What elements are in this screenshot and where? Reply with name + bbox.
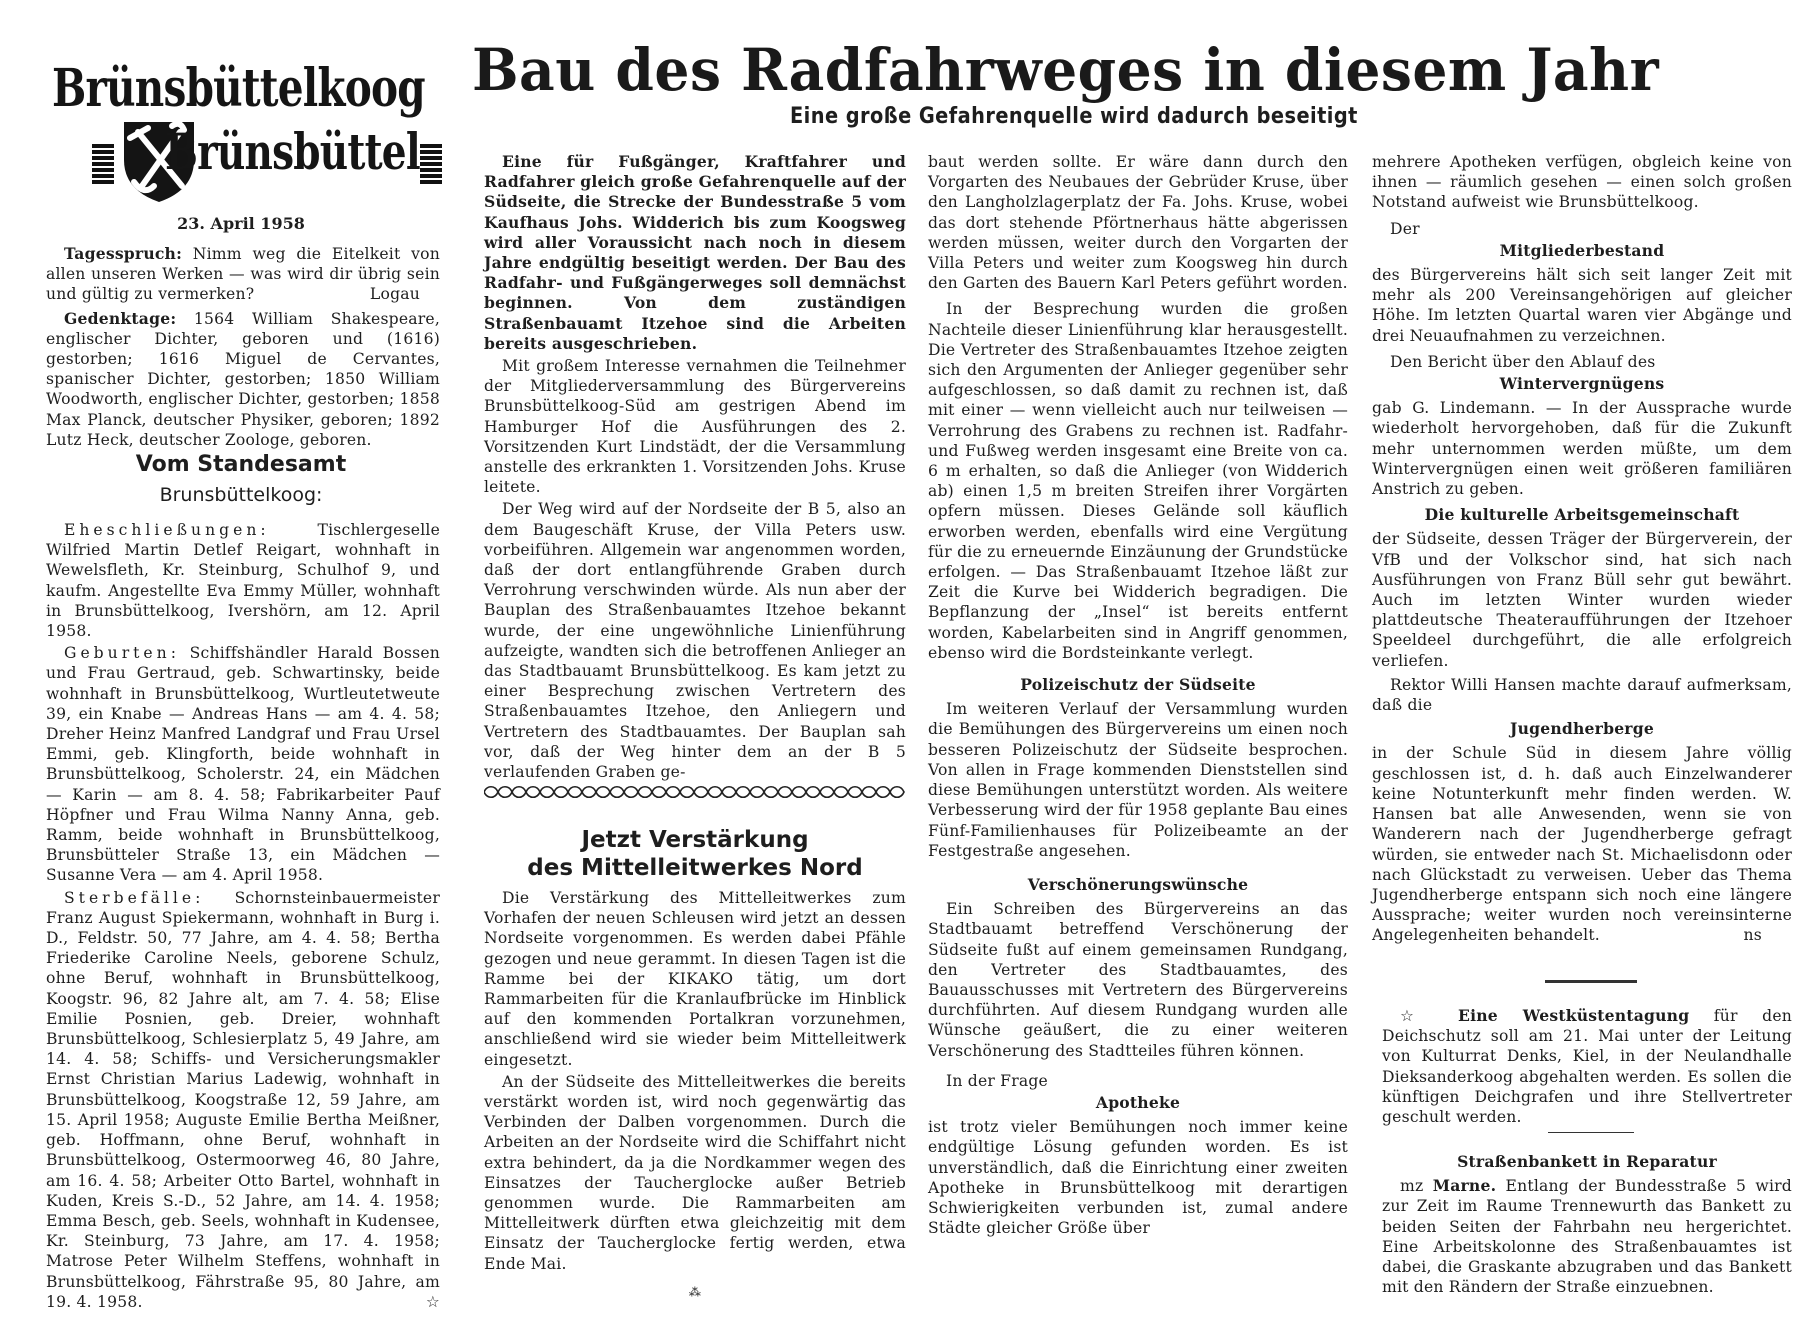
jugend-intro: Rektor Willi Hansen machte darauf aufmerksam, daß die — [1372, 675, 1792, 715]
article-paragraph-3: In der Besprechung wurden die großen Nachteile dieser Linienführung klar herausgestellt. Die Vertreter des Straßenbauamtes Itzehoe zeigten sich den Argumenten der Anlieger gegenüber sehr aufgeschlossen, so daß damit zu rechnen ist, daß mit einer — wenn vielleicht auch nur teilweisen — Verrohrung des Grabens zu rechnen ist. Radfahr- und Fußweg werden insgesamt eine Breite von ca. 6 m erhalten, so daß die Anlieger (von Widderich ab) einen 1,5 m breiten Streifen ihrer Vorgärten opfern müssen. Dieses Gelände soll käuflich erworben werden, ebenfalls wird eine Vergütung für die zu erneuernde Einzäunung der Grundstücke erfolgen. — Das Straßenbauamt Itzehoe läßt zur Zeit die Kurve bei Widderich begradigen. Die Bepflanzung der „Insel“ ist bereits entfernt worden, Kabelarbeiten sind in Angriff genommen, ebenso wird die Bordsteinkante verlegt. — [928, 300, 1348, 662]
tagesspruch-label: Tagesspruch: — [64, 244, 183, 263]
column-3-article — [928, 152, 1348, 1238]
ribbon-right-icon — [420, 144, 442, 184]
westkueste-title: Eine Westküstentagung — [1457, 1006, 1690, 1025]
bankett-heading: Straßenbankett in Reparatur — [1457, 1152, 1717, 1171]
westkueste-text — [1382, 1006, 1792, 1127]
winter-intro: Den Bericht über den Ablauf des — [1390, 352, 1656, 371]
bankett-body: Entlang der Bundesstraße 5 wird zur Zeit im Raume Trennewurth das Bankett zu beiden Seiten der Fahrbahn neu hergerichtet. Eine Arbeitskolonne des Straßenbauamtes ist dabei, die Graskante abzugraben und das Bankett mit den Rändern der Straße einzuebnen. — [1382, 1177, 1792, 1297]
apotheke-heading: Apotheke — [1095, 1092, 1181, 1112]
tagesspruch — [46, 244, 440, 305]
standesamt-heading: Vom Standesamt — [135, 452, 347, 477]
polizeischutz-text: Im weiteren Verlauf der Versammlung wurden die Bemühungen des Bürgervereins um einen noch besseren Polizeischutz der Südseite besprochen. Von allen in Frage kommenden Dienststellen sind diese Bemühungen unterstützt worden. Als weitere Verbesserung wird der für 1958 geplante Bau eines Fünf-Familienhauses für Polizeibeamte an der Festgestraße angesehen. — [928, 700, 1348, 860]
verschoenerung-text: Ein Schreiben des Bürgervereins an das Stadtbauamt betreffend Verschönerung der Südseite fußt auf einem gemeinsamen Rundgang, den Vertreter des Stadtbauamtes, des Bauausschusses mit Vertretern des Bürgervereins durchführten. Auf diesem Rundgang wurden alle Wünsche geäußert, die zu einer weiteren Verschönerung des Stadtteiles führen können. — [928, 900, 1348, 1060]
masthead-title-brunsbuettel: Brünsbüttel — [165, 122, 420, 181]
polizeischutz-heading: Polizeischutz der Südseite — [1020, 675, 1256, 695]
ribbon-left-icon — [92, 144, 114, 184]
sterbefaelle — [46, 888, 440, 1312]
eheschliessungen-text: Tischlergeselle Wilfried Martin Detlef Reigart, wohnhaft in Wewelsfleth, Kr. Steinburg, Schulhof 9, und kaufm. Angestellte Eva Emmy Müller, wohnhaft in Brunsbüttelkoog, Ivershörn, am 12. April 1958. — [46, 521, 440, 641]
main-headline: Bau des Radfahrweges in diesem Jahr — [472, 36, 1660, 104]
mitglieder-intro: Der — [1390, 219, 1420, 238]
westkueste-notice — [1382, 1006, 1792, 1127]
sterbefaelle-text: Schornsteinbauermeister Franz August Spiekermann, wohnhaft in Burg i. D., Feldstr. 50, 77 Jahre, am 4. 4. 58; Bertha Friederike Caroline Neels, geborene Schulz, ohne Beruf, wohnhaft in Brunsbüttelkoog, Koogstr. 96, 82 Jahre alt, am 7. 4. 58; Elise Emilie Posnien, geb. Dreier, wohnhaft Brunsbüttelkoog, Schlesierplatz 5, 49 Jahre, am 14. 4. 58; Schiffs- und Versicherungsmakler Ernst Christian Marius Ladewig, wohnhaft in Brunsbüttelkoog, Koogstraße 12, 59 Jahre, am 15. April 1958; Auguste Emilie Bertha Meißner, geb. Hoffmann, ohne Beruf, wohnhaft in Brunsbüttelkoog, Ostermoorweg 46, 80 Jahre, am 16. 4. 58; Arbeiter Otto Bartel, wohnhaft in Kuden, Kreis S.-D., 52 Jahre, am 14. 4. 1958; Emma Besch, geb. Seels, wohnhaft in Kudensee, Kr. Steinburg, 73 Jahre, am 17. 4. 1958; Matrose Peter Wilhelm Steffens, wohnhaft in Brunsbüttelkoog, Fährstraße 95, 80 Jahre, am 19. 4. 1958. — [46, 888, 440, 1311]
mitgliederbestand-text: des Bürgervereins hält sich seit langer Zeit mit mehr als 200 Vereinsangehörigen auf gleicher Höhe. Im letzten Quartal waren vier Abgänge und drei Neuaufnahmen zu verzeichnen. — [1372, 266, 1792, 345]
bankett-text — [1382, 1176, 1792, 1297]
main-subheadline: Eine große Gefahrenquelle wird dadurch beseitigt — [790, 104, 1358, 129]
gedenktage-text: 1564 William Shakespeare, englischer Dichter, geboren und (1616) gestorben; 1616 Miguel de Cervantes, spanischer Dichter, gestorben; 1850 William Woodworth, englischer Dichter, gestorben; 1858 Max Planck, deutscher Physiker, geboren; 1892 Lutz Heck, deutscher Zoologe, geboren. — [46, 309, 440, 449]
verschoenerung-heading: Verschönerungswünsche — [1027, 874, 1249, 894]
wintervergnuegen-text: gab G. Lindemann. — In der Aussprache wurde wiederholt hervorgehoben, daß für die Zukunft mehr unternommen werden müßte, um dem Wintervergnügen einen weit größeren familiären Anstrich zu geben. — [1372, 399, 1792, 499]
bankett-place: Marne. — [1432, 1176, 1497, 1196]
issue-date: 23. April 1958 — [177, 214, 305, 233]
byline: ns — [1743, 926, 1762, 945]
mittelleitwerk-paragraph-1: Die Verstärkung des Mittelleitwerkes zum Vorhafen der neuen Schleusen wird jetzt an dessen Nordseite vorgenommen. Es werden dabei Pfähle gezogen und neue gerammt. In diesen Tagen ist die Ramme bei der KIKAKO tätig, um dort Rammarbeiten für die Kranlaufbrücke im Hinblick auf den kommenden Portalkran vorzunehmen, anschließend wird sie wieder beim Mittelleitwerk eingesetzt. — [484, 889, 906, 1069]
column-2-article — [484, 152, 906, 782]
geburten — [46, 643, 440, 885]
apotheke-intro: In der Frage — [946, 1071, 1048, 1090]
mittelleitwerk-heading — [484, 826, 906, 882]
article-paragraph-1: Mit großem Interesse vernahmen die Teilnehmer der Mitgliederversammlung des Bürgervereins Brunsbüttelkoog-Süd am gestrigen Abend im Hamburger Hof die Ausführungen des 2. Vorsitzenden Kurt Lindstädt, der die Versammlung anstelle des erkrankten 1. Vorsitzenden Johs. Kruse leitete. — [484, 357, 906, 497]
masthead — [40, 52, 442, 192]
bankett-prefix: mz — [1400, 1177, 1424, 1196]
eheschliessungen — [46, 520, 440, 641]
geburten-text: Schiffshändler Harald Bossen und Frau Gertraud, geb. Schwartinsky, beide wohnhaft in Brunsbüttelkoog, Wurtleutetweute 39, ein Knabe — Andreas Hans — am 4. 4. 58; Dreher Heinz Manfred Landgraf und Frau Ursel Emmi, geb. Klingforth, beide wohnhaft in Brunsbüttelkoog, Scholerstr. 24, ein Mädchen — Karin — am 8. 4. 58; Fabrikarbeiter Pauf Höpfner und Frau Wilma Nanny Anna, geb. Ramm, beide wohnhaft in Brunsbüttelkoog, Brunsbütteler Straße 13, ein Mädchen — Susanne Vera — am 4. April 1958. — [46, 644, 440, 885]
wintervergnuegen-heading: Wintervergnügens — [1499, 374, 1665, 394]
column-left-standesamt — [46, 520, 440, 1312]
kultur-text: der Südseite, dessen Träger der Bürgerverein, der VfB und der Volkschor sind, hat sich nach Ausführungen von Franz Büll sehr gut bewährt. Auch im letzten Winter wurden wieder plattdeutsche Theateraufführungen der Itzehoer Speeldeel durchgeführt, die alle erfolgreich verliefen. — [1372, 530, 1792, 670]
gedenktage — [46, 309, 440, 450]
jugendherberge-heading: Jugendherberge — [1510, 719, 1654, 739]
standesamt-place: Brunsbüttelkoog: — [159, 484, 323, 506]
article-paragraph-2: Der Weg wird auf der Nordseite der B 5, also an dem Baugeschäft Kruse, der Villa Peters usw. vorbeiführen. Allgemein war angenommen worden, daß der dort entlangführende Graben durch Verrohrung verschwinden würde. Als nun aber der Bauplan des Straßenbauamtes Itzehoe bekannt wurde, der eine ungewöhnliche Linienführung aufzeigte, wandten sich die betroffenen Anlieger an das Stadtbauamt Brunsbüttelkoog. Es kam jetzt zu einer Besprechung zwischen Vertretern des Straßenbauamtes Itzehoe, den Anliegern und Vertretern des Stadtbauamtes. Der Bauplan sah vor, daß der Weg hinter dem an der B 5 verlaufenden Graben ge- — [484, 500, 906, 782]
ornamental-divider — [484, 783, 906, 801]
star-end-icon: ☆ — [425, 1292, 440, 1311]
jugendherberge-body: in der Schule Süd in diesem Jahre völlig geschlossen ist, d. h. daß auch Einzelwanderer keine Notunterkunft mehr finden werden. W. Hansen bat alle Anwesenden, wenn sie von Wanderern nach der Jugendherberge gefragt würden, sie entweder nach St. Michaelisdonn oder nach Glückstadt zu verweisen. Ueber das Thema Jugendherberge entspann sich noch eine längere Aussprache; weiter wurden noch vereinsinterne Angelegenheiten behandelt. — [1372, 744, 1792, 945]
westkueste-body: für den Deichschutz soll am 21. Mai unter der Leitung von Kulturrat Denks, Kiel, in der Neulandhalle Dieksanderkoog abgehalten werden. Es sollen die künftigen Deichgrafen und ihre Stellvertreter geschult werden. — [1382, 1007, 1792, 1127]
masthead-title-brunsbuettelkoog: Brünsbüttelkoog — [52, 58, 425, 119]
mitgliederbestand-heading: Mitgliederbestand — [1499, 240, 1665, 260]
mittelleitwerk-end-mark: ⁂ — [688, 1284, 702, 1299]
apotheke-text-continued: mehrere Apotheken verfügen, obgleich keine von ihnen — räumlich gesehen — einen solch großen Notstand aufweist wie Brunsbüttelkoog. — [1372, 153, 1792, 212]
article-lead: Eine für Fußgänger, Kraftfahrer und Radfahrer gleich große Gefahrenquelle auf der Südseite, die Strecke der Bundesstraße 5 vom Kaufhaus Johs. Widderich bis zum Koogsweg wird aller Voraussicht nach noch in diesem Jahre endgültig beseitigt werden. Der Bau des Radfahr- und Fußgängerweges soll demnächst beginnen. Von dem zuständigen Straßenbauamt Itzehoe sind die Arbeiten bereits ausgeschrieben. — [484, 152, 906, 353]
sterbefaelle-label: Sterbefälle: — [64, 888, 205, 907]
jugendherberge-text — [1372, 743, 1792, 945]
apotheke-text: ist trotz vieler Bemühungen noch immer keine endgültige Lösung gefunden worden. Es ist unverständlich, daß die Einrichtung einer zweiten Apotheke in Brunsbüttelkoog mit derartigen Schwierigkeiten verbunden ist, zumal andere Städte gleicher Größe über — [928, 1118, 1348, 1238]
column-4-article — [1372, 152, 1792, 946]
geburten-label: Geburten: — [64, 644, 180, 663]
tagesspruch-text: Nimm weg die Eitelkeit von allen unseren Werken — was wird dir übrig sein und gültig zu vermerken? — [46, 245, 440, 304]
column-2-mittelleitwerk — [484, 888, 906, 1302]
article-paragraph-2-continued: baut werden sollte. Er wäre dann durch den Vorgarten des Neubaues der Gebrüder Kruse, über den Langholzlagerplatz der Fa. Johs. Kruse, wobei das dort stehende Pförtnerhaus hätte abgerissen werden müssen, weiter durch den Vorgarten der Villa Peters und weiter zum Koogsweg hin durch den Garten des Bauern Karl Peters geführt worden. — [928, 153, 1348, 293]
mittelleitwerk-heading-line1: Jetzt Verstärkung — [581, 827, 809, 853]
eheschliessungen-label: Eheschließungen: — [64, 521, 270, 539]
kultur-heading: Die kulturelle Arbeitsgemeinschaft — [1424, 505, 1740, 525]
gedenktage-label: Gedenktage: — [64, 308, 177, 328]
bankett-article — [1382, 1152, 1792, 1297]
column-left-top — [46, 244, 440, 450]
divider-rule — [1545, 980, 1637, 983]
star-icon: ☆ — [1400, 1007, 1434, 1025]
divider-rule-2 — [1548, 1132, 1634, 1133]
mittelleitwerk-paragraph-2: An der Südseite des Mittelleitwerkes die bereits verstärkt worden ist, wird noch gegenwärtig das Verbinden der Dalben vorgenommen. Durch die Arbeiten an der Nordseite wird die Schiffahrt nicht extra behindert, da ja die Nordkammer wegen des Einsatzes der Taucherglocke außer Betrieb genommen wurde. Die Rammarbeiten am Mittelleitwerk dürften etwa gleichzeitig mit dem Einsatz der Taucherglocke fertig werden, etwa Ende Mai. — [484, 1072, 906, 1273]
tagesspruch-author: Logau — [369, 285, 420, 304]
mittelleitwerk-heading-line2: des Mittelleitwerkes Nord — [527, 855, 863, 881]
